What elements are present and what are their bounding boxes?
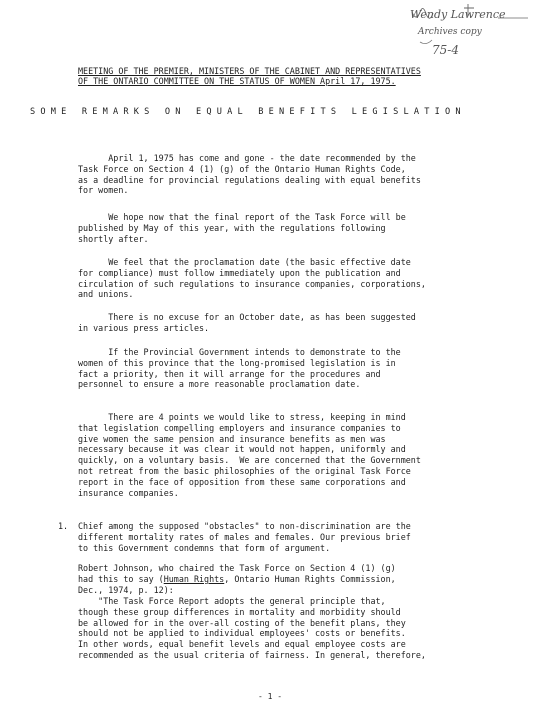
- quotation-line: In other words, equal benefit levels and equal employee costs are: [78, 639, 406, 650]
- paragraph-line: and unions.: [78, 289, 134, 300]
- paragraph-line: in various press articles.: [78, 322, 210, 333]
- paragraph-line: that legislation compelling employers and insurance companies to: [78, 422, 401, 433]
- paragraph-line: as a deadline for provincial regulations dealing with equal benefits: [78, 174, 421, 185]
- quotation-line: "The Task Force Report adopts the general principle that,: [78, 596, 386, 606]
- meeting-heading-line-2: OF THE ONTARIO COMMITTEE ON THE STATUS OF WOMEN April 17, 1975.: [78, 76, 396, 86]
- paragraph-line: quickly, on a voluntary basis. We are concerned that the Government: [78, 455, 421, 466]
- paragraph-line: for women.: [78, 185, 129, 196]
- paragraph-line: fact a priority, then it will arrange for the procedures and: [78, 368, 381, 379]
- paragraph-line: Task Force on Section 4 (1) (g) of the Ontario Human Rights Code,: [78, 163, 406, 174]
- meeting-heading-line-1: MEETING OF THE PREMIER, MINISTERS OF THE CABINET AND REPRESENTATIVES: [78, 66, 421, 76]
- paragraph-line: shortly after.: [78, 233, 149, 244]
- paragraph-line: There are 4 points we would like to stress, keeping in mind: [78, 412, 406, 422]
- paragraph-line: circulation of such regulations to insurance companies, corporations,: [78, 278, 426, 289]
- paragraph-line: not retreat from the basic philosophies of the original Task Force: [78, 466, 411, 476]
- handwritten-name: Wendy Lawrence: [410, 8, 506, 21]
- page-number: - 1 -: [258, 692, 283, 701]
- handwritten-archive-note: Archives copy: [418, 27, 482, 37]
- quote-intro-line-1: Robert Johnson, who chaired the Task Force on Section 4 (1) (g): [78, 563, 396, 573]
- quotation-line: though these group differences in mortality and morbidity should: [78, 606, 401, 617]
- quotation-line: be allowed for in the over-all costing of the benefit plans, they: [78, 617, 406, 628]
- paragraph-line: insurance companies.: [78, 487, 179, 498]
- point-1-line: Chief among the supposed "obstacles" to non-discrimination are the: [78, 521, 411, 531]
- point-1-line: different mortality rates of males and females. Our previous brief: [78, 531, 411, 542]
- paragraph-line: personnel to ensure a more reasonable proclamation date.: [78, 379, 361, 390]
- quotation-line: recommended as the usual criteria of fairness. In general, therefore,: [78, 650, 426, 660]
- point-1-line: to this Government condemns that form of argument.: [78, 542, 331, 553]
- quote-intro-line-3: Dec., 1974, p. 12):: [78, 585, 174, 595]
- paragraph-line: women of this province that the long-promised legislation is in: [78, 357, 396, 368]
- paragraph-line: If the Provincial Government intends to demonstrate to the: [78, 347, 401, 357]
- quote-intro-line-2: had this to say (Human Rights, Ontario Human Rights Commission,: [78, 574, 396, 584]
- document-title: SOME REMARKS ON EQUAL BENEFITS LEGISLATION: [30, 107, 466, 117]
- paragraph-line: We hope now that the final report of the Task Force will be: [78, 212, 406, 222]
- paragraph-line: There is no excuse for an October date, as has been suggested: [78, 312, 416, 322]
- paragraph-line: April 1, 1975 has come and gone - the date recommended by the: [78, 153, 416, 163]
- paragraph-line: report in the face of opposition from these same corporations and: [78, 476, 406, 487]
- point-1-number: 1.: [58, 521, 69, 531]
- quotation-line: should not be applied to individual employees' costs or benefits.: [78, 628, 406, 639]
- paragraph-line: necessary because it was clear it would not happen, uniformly and: [78, 444, 406, 455]
- publication-title: Human Rights: [163, 574, 225, 584]
- paragraph-line: for compliance) must follow immediately upon the publication and: [78, 267, 401, 278]
- paragraph-line: give women the same pension and insurance benefits as men was: [78, 433, 386, 444]
- handwritten-reference: 75-4: [432, 43, 459, 57]
- paragraph-line: We feel that the proclamation date (the basic effective date: [78, 257, 411, 267]
- paragraph-line: published by May of this year, with the regulations following: [78, 222, 386, 233]
